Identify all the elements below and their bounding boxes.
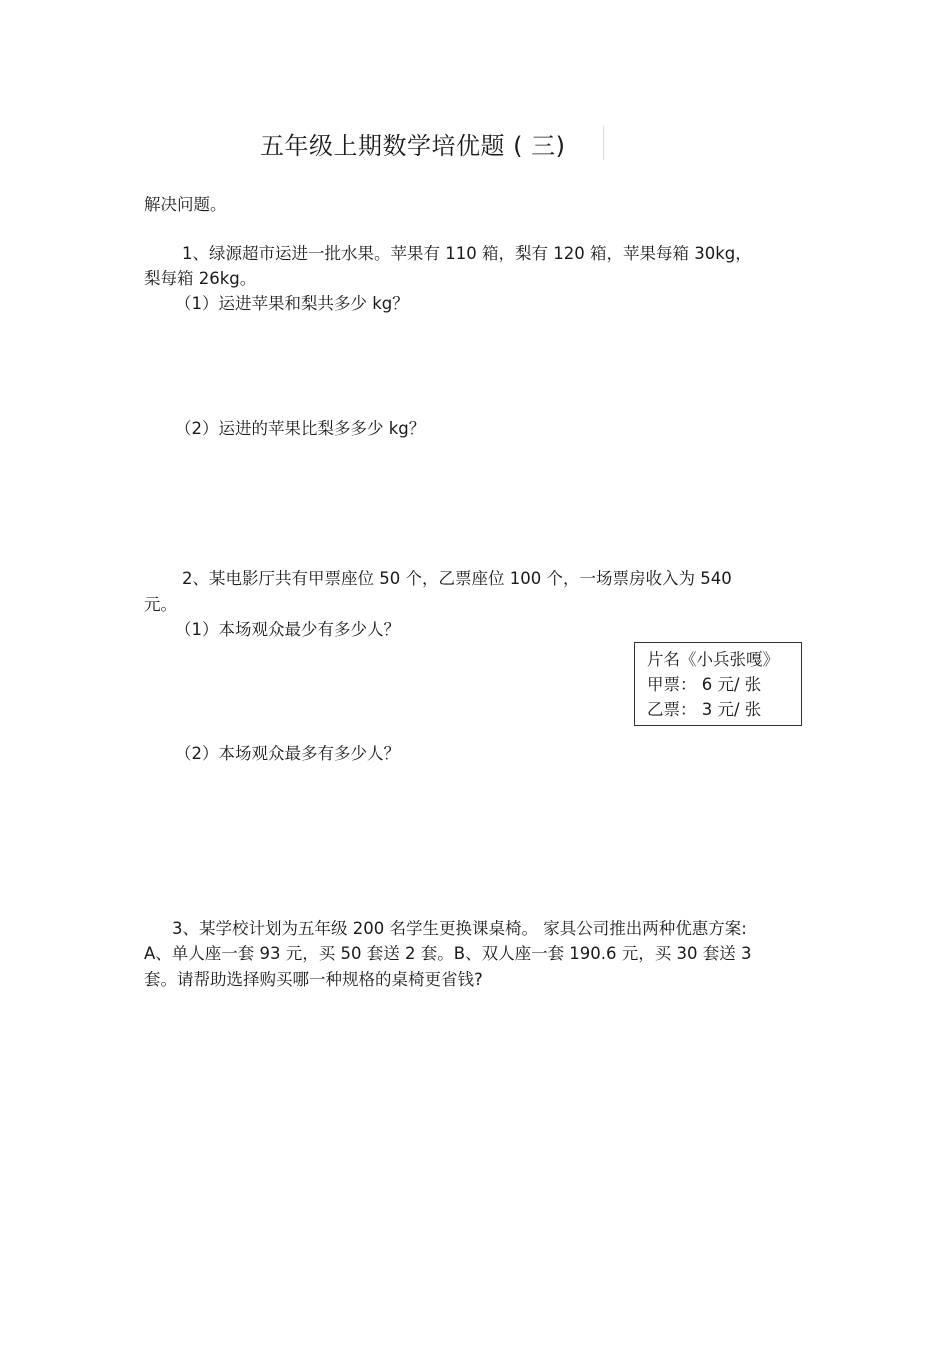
question-2-sub-1: （1）本场观众最少有多少人？ [175, 620, 400, 639]
movie-name: 片名《小兵张嘎》 [647, 650, 779, 669]
question-2-line-2: 元。 [144, 595, 177, 614]
question-1-sub-2: （2）运进的苹果比梨多多少 kg？ [175, 419, 426, 438]
question-2-line-1: 2、某电影厅共有甲票座位 50 个，乙票座位 100 个，一场票房收入为 540 [182, 569, 732, 588]
question-1-line-1: 1、绿源超市运进一批水果。苹果有 110 箱，梨有 120 箱，苹果每箱 30kg， [182, 244, 752, 263]
ticket-price-box [634, 642, 802, 726]
question-3-line-1: 3、某学校计划为五年级 200 名学生更换课桌椅。 家具公司推出两种优惠方案: [172, 919, 747, 938]
question-2-sub-2: （2）本场观众最多有多少人？ [175, 744, 400, 763]
page-title: 五年级上期数学培优题 ( 三) [260, 132, 566, 160]
section-heading: 解决问题。 [144, 195, 227, 214]
question-1-sub-1: （1）运进苹果和梨共多少 kg？ [175, 294, 409, 313]
title-divider [603, 126, 604, 160]
question-3-line-3: 套。请帮助选择购买哪一种规格的桌椅更省钱? [144, 970, 483, 989]
question-1-line-2: 梨每箱 26kg。 [144, 269, 257, 288]
ticket-b-price: 乙票： 3 元/ 张 [647, 700, 762, 719]
question-3-line-2: A、单人座一套 93 元，买 50 套送 2 套。B、双人座一套 190.6 元，买 30 套送 3 [144, 944, 752, 963]
ticket-a-price: 甲票： 6 元/ 张 [647, 675, 762, 694]
